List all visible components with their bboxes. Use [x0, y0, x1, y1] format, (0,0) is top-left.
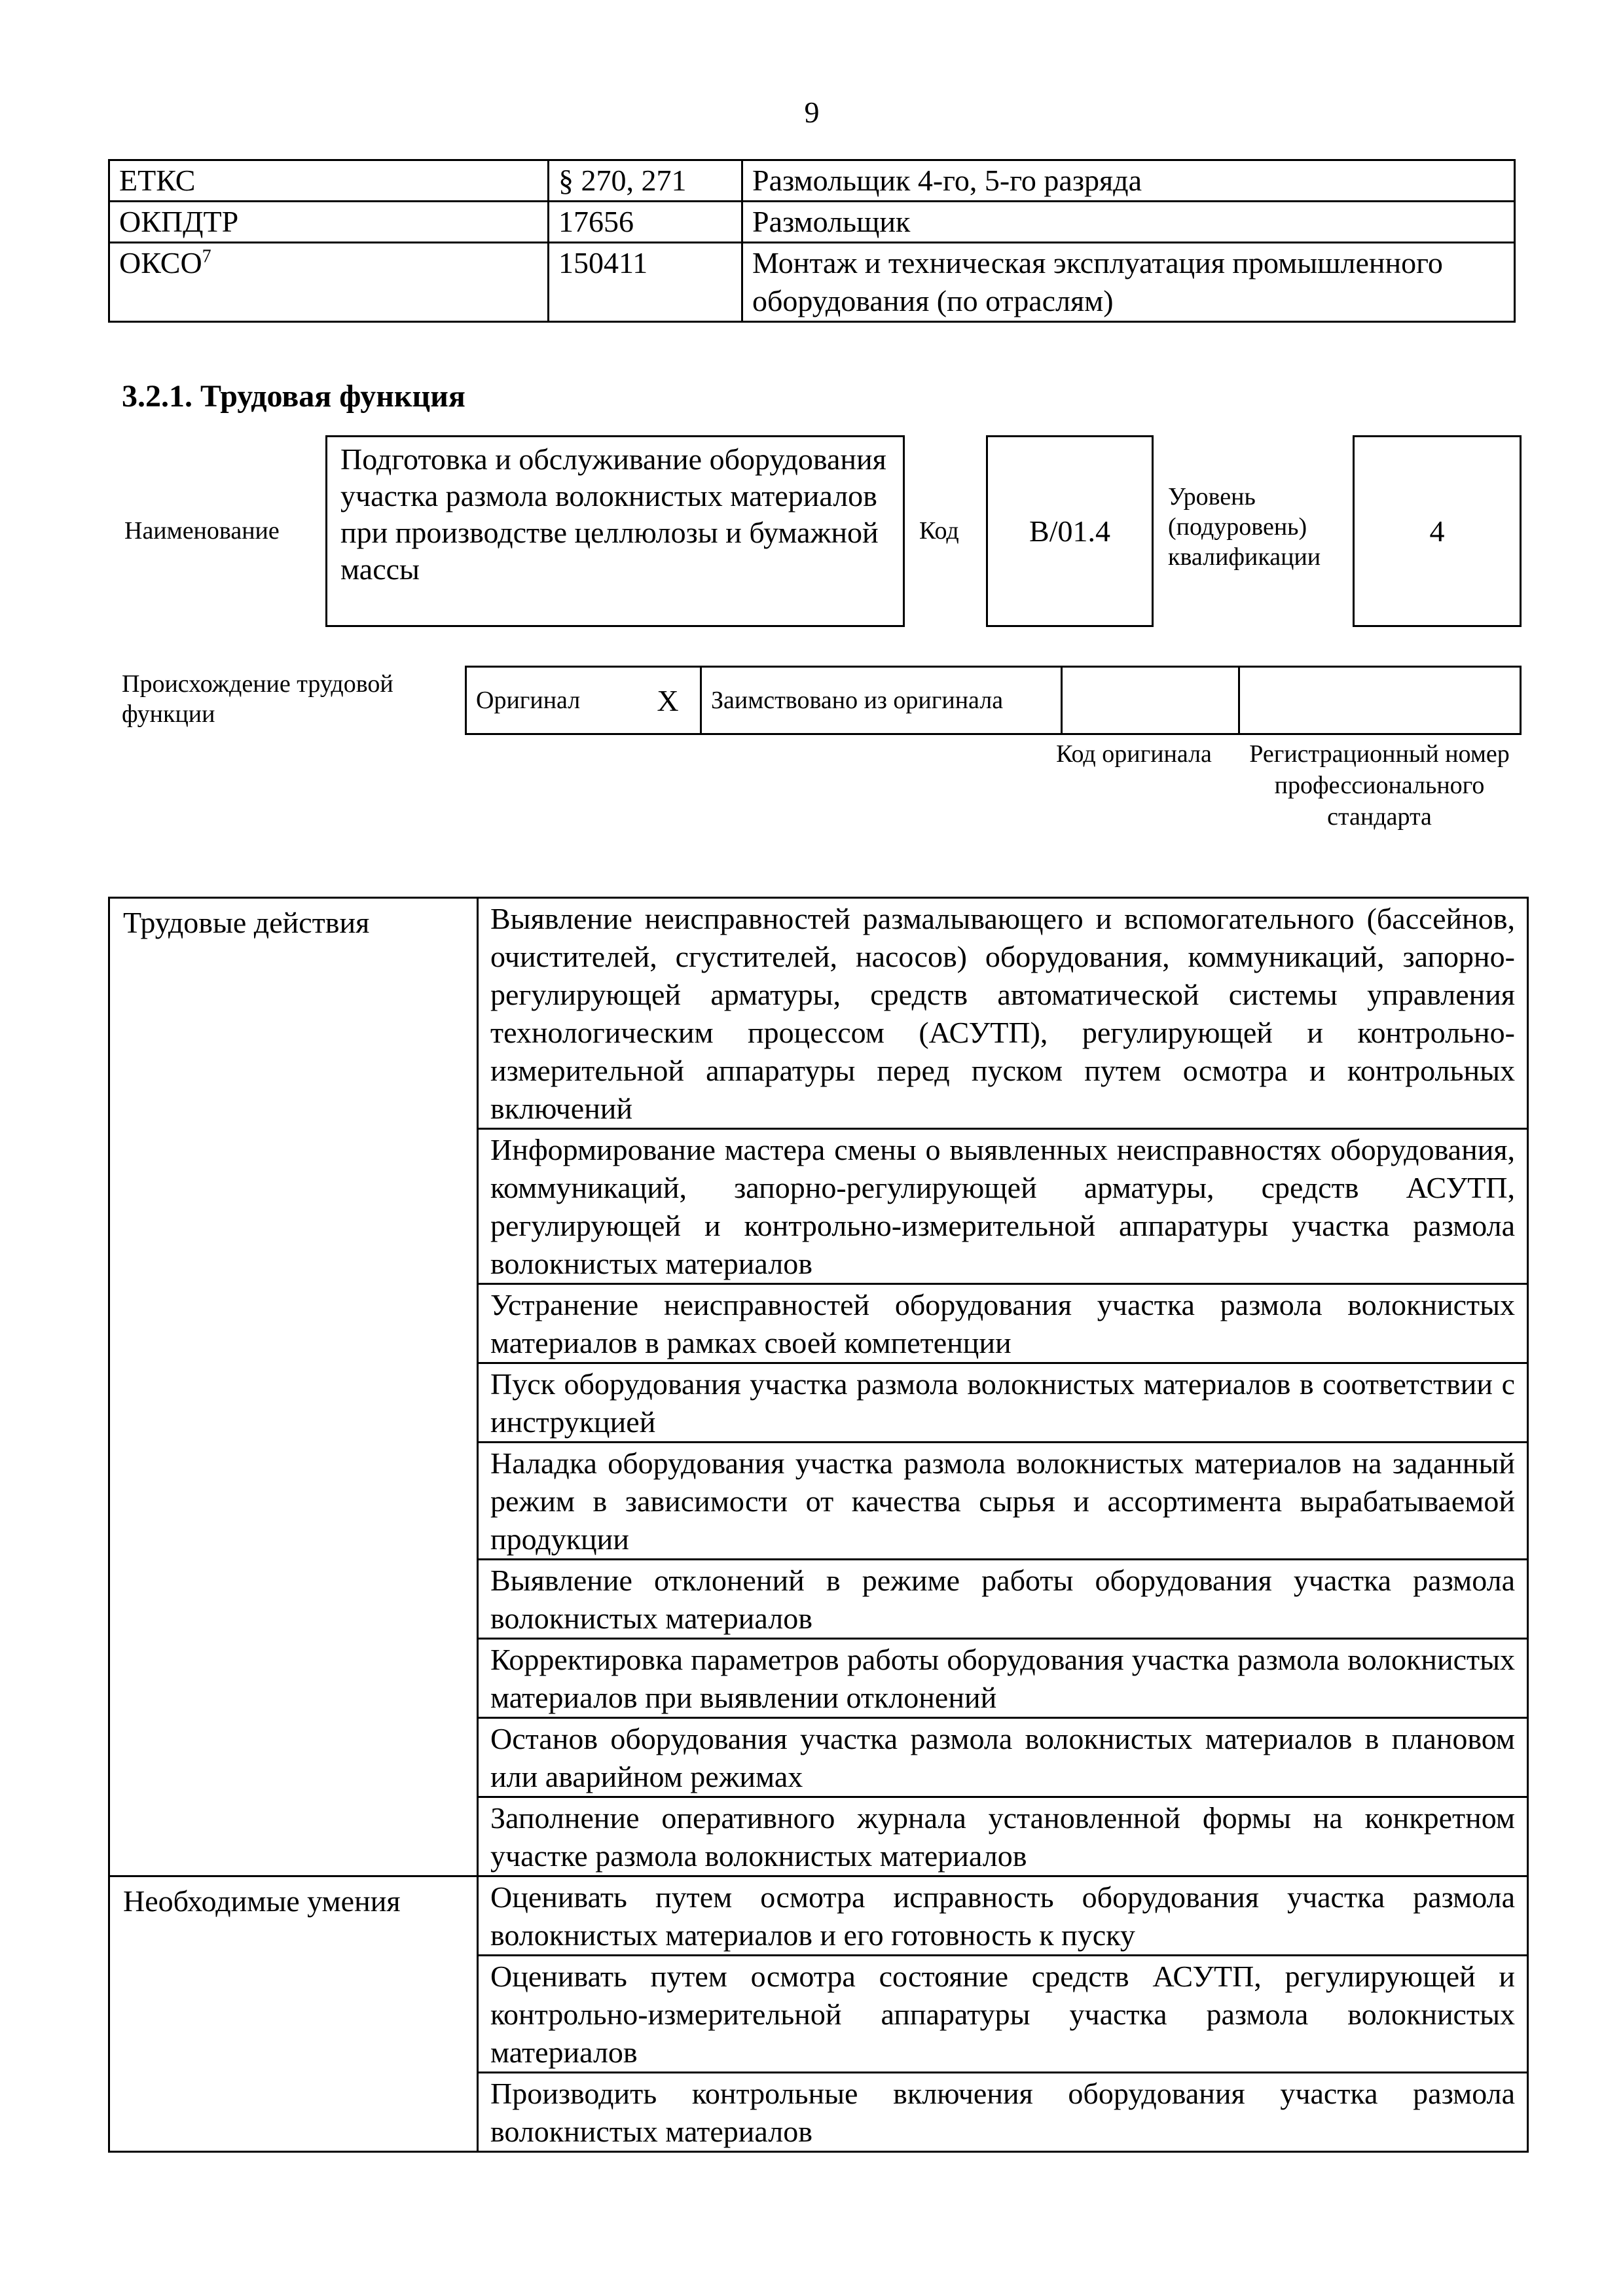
function-name-box: Подготовка и обслуживание оборудования участка размола волокнистых материалов при производстве целлюлозы и бумажной массы — [325, 435, 905, 627]
name-label: Наименование — [124, 517, 280, 545]
classifier-name — [109, 243, 549, 322]
registration-number-caption: Регистрационный номер профессионального стандарта — [1249, 740, 1510, 831]
classifier-name-text: ОКПДТР — [119, 205, 239, 238]
qualification-level-box: 4 — [1353, 435, 1522, 627]
skill-item: Оценивать путем осмотра состояние средств АСУТП, регулирующей и контрольно-измерительной аппаратуры участка размола волокнистых материалов — [478, 1956, 1528, 2073]
original-mark: X — [636, 667, 701, 734]
classifier-title: Размольщик 4-го, 5-го разряда — [742, 160, 1515, 202]
labor-action-item: Останов оборудования участка размола волокнистых материалов в плановом или аварийном режимах — [478, 1718, 1528, 1797]
classifier-code: § 270, 271 — [549, 160, 742, 202]
classifier-code: 150411 — [549, 243, 742, 322]
classifier-name — [109, 160, 549, 202]
skill-item: Оценивать путем осмотра исправность оборудования участка размола волокнистых материалов и его готовность к пуску — [478, 1876, 1528, 1956]
required-skills-label: Необходимые умения — [109, 1876, 478, 2152]
labor-actions-label: Трудовые действия — [109, 898, 478, 1876]
section-title: 3.2.1. Трудовая функция — [122, 379, 465, 414]
classifier-code: 17656 — [549, 202, 742, 243]
code-label: Код — [919, 517, 959, 545]
table-row — [109, 160, 1515, 202]
labor-action-item: Информирование мастера смены о выявленных неисправностях оборудования, коммуникаций, запорно-регулирующей арматуры, средств АСУТП, регулирующей и контрольно-измерительной аппаратуры участка размола волокнистых материалов — [478, 1129, 1528, 1284]
footnote-marker: 7 — [202, 246, 211, 267]
original-code-caption: Код оригинала — [1056, 740, 1212, 768]
table-row — [109, 243, 1515, 322]
table-row — [109, 202, 1515, 243]
skill-item: Производить контрольные включения оборудования участка размола волокнистых материалов — [478, 2073, 1528, 2152]
classifier-name-text: ЕТКС — [119, 164, 196, 197]
function-details-table — [108, 897, 1529, 2153]
registration-number-cell — [1239, 667, 1521, 734]
table-row — [109, 1876, 1528, 1956]
labor-action-item: Корректировка параметров работы оборудования участка размола волокнистых материалов при выявлении отклонений — [478, 1639, 1528, 1718]
classifier-title: Размольщик — [742, 202, 1515, 243]
labor-action-item: Пуск оборудования участка размола волокнистых материалов в соответствии с инструкцией — [478, 1363, 1528, 1443]
origin-table — [465, 666, 1522, 735]
function-code-box: B/01.4 — [986, 435, 1154, 627]
labor-action-item: Заполнение оперативного журнала установленной формы на конкретном участке размола волокнистых материалов — [478, 1797, 1528, 1876]
original-code-cell — [1062, 667, 1239, 734]
level-label: Уровень (подуровень) квалификации — [1168, 483, 1321, 571]
classifier-name-text: ОКСО — [119, 246, 202, 279]
borrowed-label: Заимствовано из оригинала — [701, 667, 1062, 734]
origin-label: Происхождение трудовой функции — [122, 670, 393, 728]
labor-action-item: Выявление неисправностей размалывающего и вспомогательного (бассейнов, очистителей, сгустителей, насосов) оборудования, коммуникаций, запорно-регулирующей арматуры, средств автоматической системы управления технологическим процессом (АСУТП), регулирующей и контрольно-измерительной аппаратуры перед пуском путем осмотра и контрольных включений — [478, 898, 1528, 1129]
reference-table — [108, 159, 1516, 323]
page-number: 9 — [804, 96, 820, 129]
original-label: Оригинал — [466, 667, 636, 734]
table-row — [109, 898, 1528, 1129]
classifier-name — [109, 202, 549, 243]
labor-action-item: Выявление отклонений в режиме работы оборудования участка размола волокнистых материалов — [478, 1560, 1528, 1639]
labor-action-item: Устранение неисправностей оборудования участка размола волокнистых материалов в рамках своей компетенции — [478, 1284, 1528, 1363]
labor-action-item: Наладка оборудования участка размола волокнистых материалов на заданный режим в зависимости от качества сырья и ассортимента вырабатываемой продукции — [478, 1443, 1528, 1560]
classifier-title: Монтаж и техническая эксплуатация промышленного оборудования (по отраслям) — [742, 243, 1515, 322]
